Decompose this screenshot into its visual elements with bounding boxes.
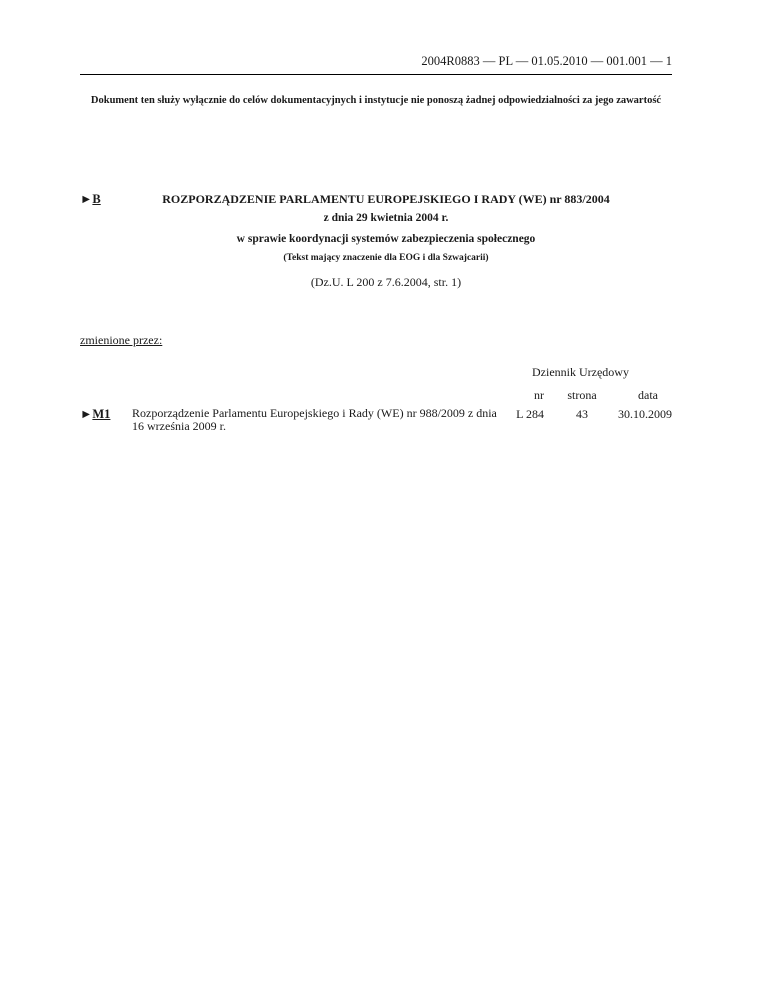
amendment-description: Rozporządzenie Parlamentu Europejskiego i Rady (WE) nr 988/2009 z dnia 16 września 2009 r. <box>132 406 497 433</box>
regulation-title: ROZPORZĄDZENIE PARLAMENTU EUROPEJSKIEGO I RADY (WE) nr 883/2004 <box>162 192 610 206</box>
disclaimer-text: Dokument ten służy wyłącznie do celów dokumentacyjnych i instytucje nie ponoszą żadnej odpowiedzialności za jego zawartość <box>90 95 662 106</box>
column-header-page: strona <box>567 388 597 402</box>
regulation-date: z dnia 29 kwietnia 2004 r. <box>323 212 449 224</box>
amendment-page: 43 <box>576 407 588 421</box>
journal-heading: Dziennik Urzędowy <box>532 365 629 379</box>
amendment-tag: M1 <box>92 407 111 421</box>
base-marker[interactable] <box>80 192 101 206</box>
column-header-nr: nr <box>534 388 544 402</box>
document-reference: 2004R0883 — PL — 01.05.2010 — 001.001 — 1 <box>421 54 672 68</box>
amendment-marker[interactable] <box>80 407 110 421</box>
arrow-icon: ► <box>80 192 93 206</box>
document-header <box>80 54 672 75</box>
arrow-icon: ► <box>80 407 93 421</box>
base-tag: B <box>92 192 101 206</box>
regulation-subject: w sprawie koordynacji systemów zabezpieczenia społecznego <box>236 233 536 245</box>
eea-relevance-note: (Tekst mający znaczenie dla EOG i dla Szwajcarii) <box>283 253 489 263</box>
column-header-date: data <box>638 388 658 402</box>
amended-by-label: zmienione przez: <box>80 333 163 347</box>
official-journal-reference: (Dz.U. L 200 z 7.6.2004, str. 1) <box>310 275 462 289</box>
amendment-nr: L 284 <box>516 407 544 421</box>
amendment-date: 30.10.2009 <box>618 407 672 421</box>
